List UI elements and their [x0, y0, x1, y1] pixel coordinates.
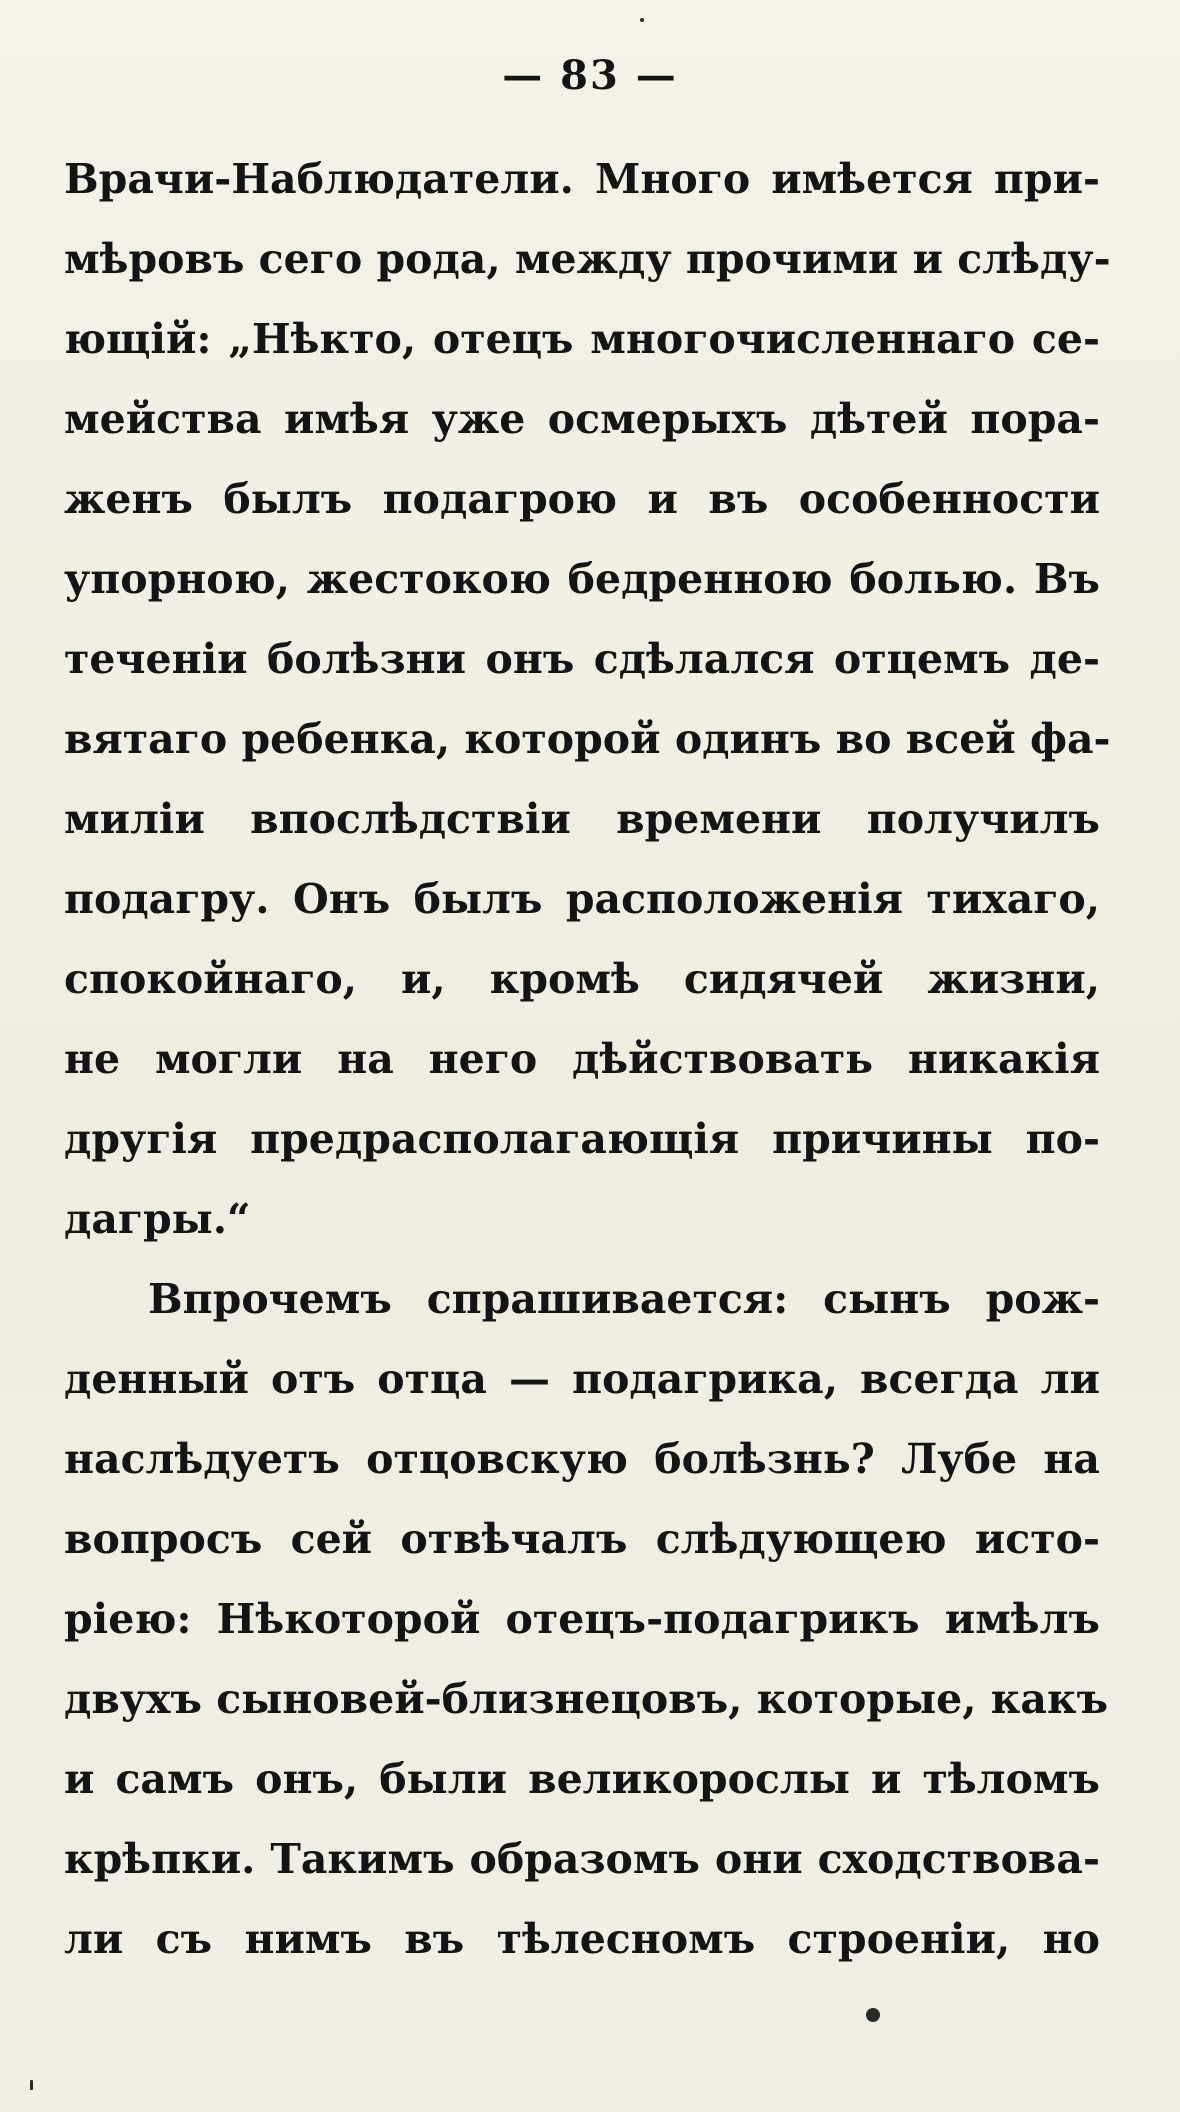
- text-line-13: другія предрасполагающія причины по-: [64, 1115, 1100, 1163]
- text-line-18: вопросъ сей отвѣчалъ слѣдующею исто-: [64, 1515, 1100, 1563]
- page-number: — 83 —: [502, 52, 678, 99]
- text-line-19: ріею: Нѣкоторой отецъ-подагрикъ имѣлъ: [64, 1595, 1100, 1643]
- text-line-21: и самъ онъ, были великорослы и тѣломъ: [64, 1755, 1100, 1803]
- text-line-15: Впрочемъ спрашивается: сынъ рож-: [148, 1275, 1100, 1323]
- text-line-14: дагры.“: [64, 1195, 251, 1243]
- text-line-22: крѣпки. Такимъ образомъ они сходствова-: [64, 1835, 1100, 1883]
- ink-speck: [866, 2008, 880, 2022]
- text-line-9: миліи впослѣдствіи времени получилъ: [64, 795, 1100, 843]
- text-line-6: упорною, жестокою бедренною болью. Въ: [64, 555, 1100, 603]
- text-line-2: мѣровъ сего рода, между прочими и слѣду-: [64, 235, 1111, 283]
- text-line-7: теченіи болѣзни онъ сдѣлался отцемъ де-: [64, 635, 1100, 683]
- text-line-23: ли съ нимъ въ тѣлесномъ строеніи, но: [64, 1915, 1100, 1963]
- text-line-17: наслѣдуетъ отцовскую болѣзнь? Лубе на: [64, 1435, 1100, 1483]
- text-line-4: мейства имѣя уже осмерыхъ дѣтей пора-: [64, 395, 1100, 443]
- ink-speck: [640, 18, 644, 22]
- text-line-5: женъ былъ подагрою и въ особенности: [64, 475, 1100, 523]
- text-line-3: ющій: „Нѣкто, отецъ многочисленнаго се-: [64, 315, 1100, 363]
- text-line-16: денный отъ отца — подагрика, всегда ли: [64, 1355, 1100, 1403]
- text-line-11: спокойнаго, и, кромѣ сидячей жизни,: [64, 955, 1100, 1003]
- text-line-8: вятаго ребенка, которой одинъ во всей фа-: [64, 715, 1111, 763]
- ink-speck: [30, 2080, 33, 2090]
- text-line-12: не могли на него дѣйствовать никакія: [64, 1035, 1100, 1083]
- text-line-1: Врачи-Наблюдатели. Много имѣется при-: [64, 155, 1100, 203]
- text-line-20: двухъ сыновей-близнецовъ, которые, какъ: [64, 1675, 1109, 1723]
- text-line-10: подагру. Онъ былъ расположенія тихаго,: [64, 875, 1100, 923]
